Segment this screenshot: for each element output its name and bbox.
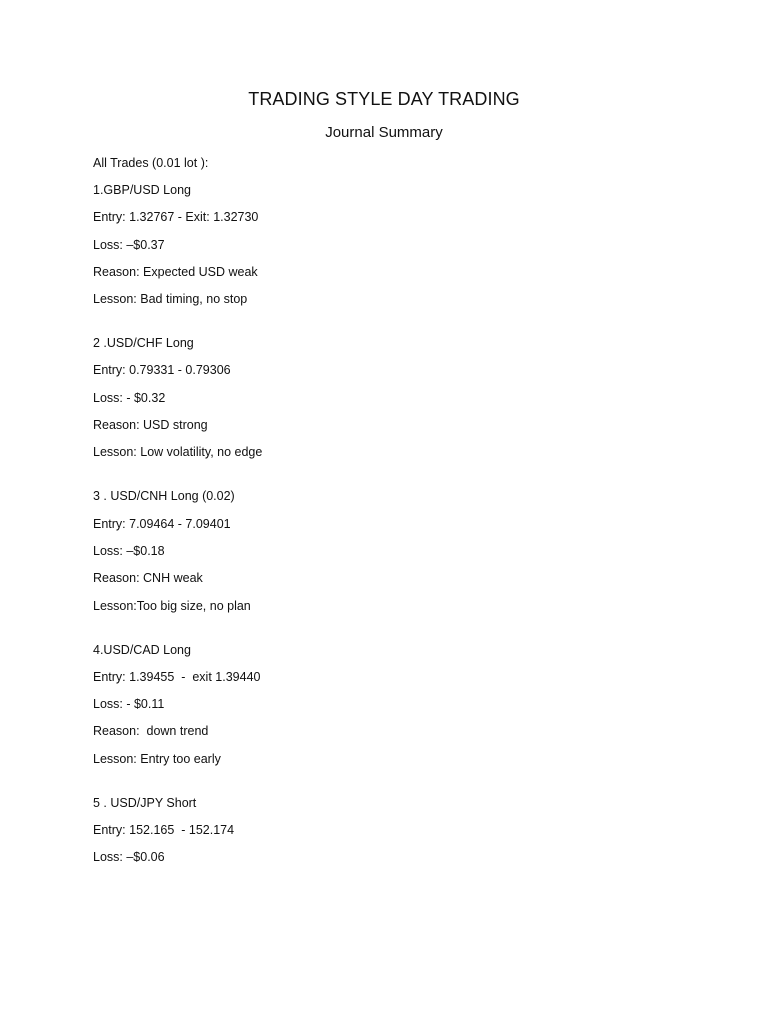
trade-entry-2 <box>93 335 693 460</box>
document-title: TRADING STYLE DAY TRADING <box>248 89 520 109</box>
trade-header: 5 . USD/JPY Short <box>93 795 197 810</box>
trade-header: 2 .USD/CHF Long <box>93 336 194 351</box>
trade-reason: Reason: CNH weak <box>93 571 203 586</box>
trade-reason: Reason: USD strong <box>93 418 208 433</box>
trade-entry-prices: Entry: 1.39455 - exit 1.39440 <box>93 669 261 684</box>
trade-loss: Loss: –$0.37 <box>93 237 165 252</box>
trade-loss: Loss: –$0.18 <box>93 543 165 558</box>
trade-entry-4 <box>93 642 693 767</box>
trade-header: 4.USD/CAD Long <box>93 642 191 657</box>
trade-lesson: Lesson: Low volatility, no edge <box>93 445 263 460</box>
trade-loss: Loss: - $0.32 <box>93 390 166 405</box>
trade-entry-1 <box>93 182 693 307</box>
trade-entry-3 <box>93 488 693 613</box>
trade-entry-prices: Entry: 7.09464 - 7.09401 <box>93 516 231 531</box>
trades-intro: All Trades (0.01 lot ): <box>93 156 209 170</box>
trade-header: 3 . USD/CNH Long (0.02) <box>93 489 235 504</box>
trade-entry-5 <box>93 795 693 866</box>
trade-reason: Reason: down trend <box>93 724 209 739</box>
trade-entry-prices: Entry: 1.32767 - Exit: 1.32730 <box>93 210 259 225</box>
trade-header: 1.GBP/USD Long <box>93 183 191 197</box>
trade-entry-prices: Entry: 152.165 - 152.174 <box>93 823 235 838</box>
trade-lesson: Lesson:Too big size, no plan <box>93 598 251 613</box>
trade-loss: Loss: –$0.06 <box>93 850 165 865</box>
trade-entry-prices: Entry: 0.79331 - 0.79306 <box>93 363 231 378</box>
trade-reason: Reason: Expected USD weak <box>93 264 258 279</box>
trade-loss: Loss: - $0.11 <box>93 697 165 712</box>
trade-lesson: Lesson: Bad timing, no stop <box>93 292 248 307</box>
document-subtitle: Journal Summary <box>325 124 443 141</box>
trade-lesson: Lesson: Entry too early <box>93 751 221 766</box>
trade-list <box>93 182 693 893</box>
